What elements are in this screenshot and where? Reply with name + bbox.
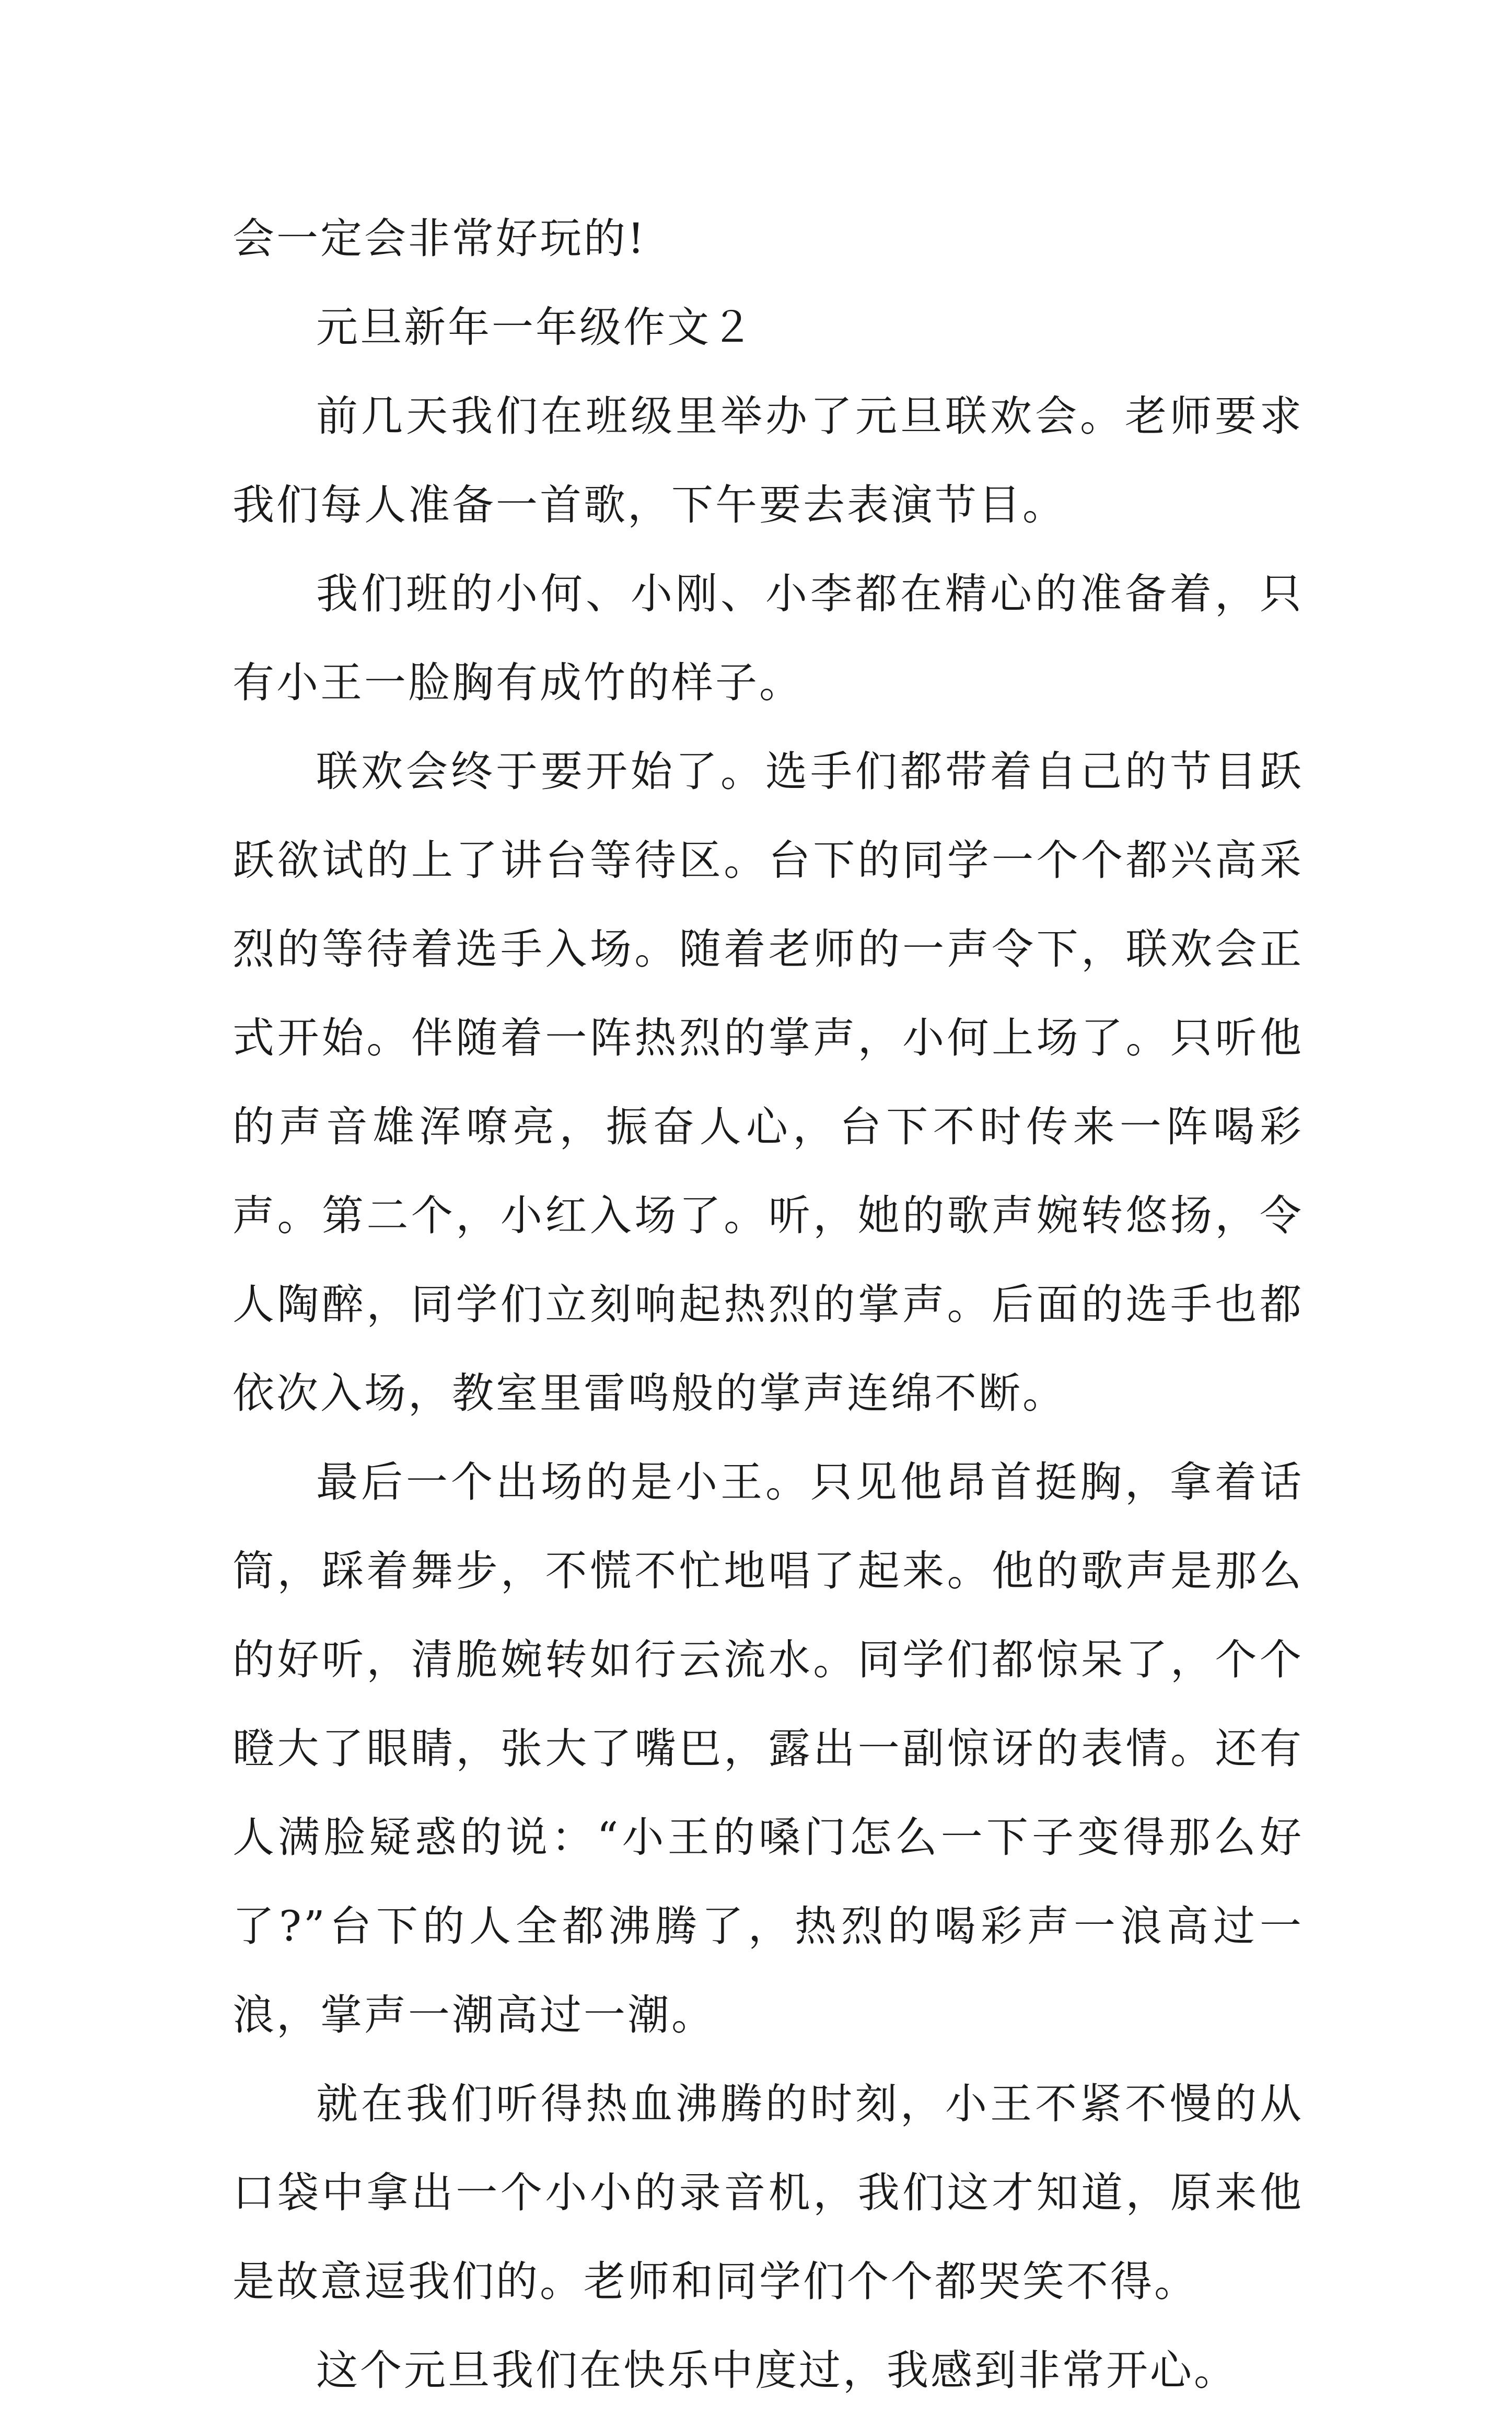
paragraph-6: 这个元旦我们在快乐中度过，我感到非常开心。	[316, 2346, 1238, 2395]
paragraph-1: 前几天我们在班级里举办了元旦联欢会。老师要求我们每人准备一首歌，下午要去表演节目。	[232, 392, 1304, 529]
essay-body	[232, 194, 1304, 2415]
paragraph-2: 我们班的小何、小刚、小李都在精心的准备着，只有小王一脸胸有成竹的样子。	[232, 570, 1304, 707]
paragraph-4: 最后一个出场的是小王。只见他昂首挺胸，拿着话筒，踩着舞步，不慌不忙地唱了起来。他的歌声是那么的好听，清脆婉转如行云流水。同学们都惊呆了，个个瞪大了眼睛，张大了嘴巴，露出一副惊讶的表情。还有人满脸疑惑的说：“小王的嗓门怎么一下子变得那么好了?”台下的人全都沸腾了，热烈的喝彩声一浪高过一浪，掌声一潮高过一潮。	[232, 1458, 1304, 2039]
paragraph-5: 就在我们听得热血沸腾的时刻，小王不紧不慢的从口袋中拿出一个小小的录音机，我们这才知道，原来他是故意逗我们的。老师和同学们个个都哭笑不得。	[232, 2080, 1304, 2306]
essay-heading: 元旦新年一年级作文２	[316, 303, 755, 352]
carryover-line: 会一定会非常好玩的!	[232, 214, 647, 263]
paragraph-3: 联欢会终于要开始了。选手们都带着自己的节目跃跃欲试的上了讲台等待区。台下的同学一个个都兴高采烈的等待着选手入场。随着老师的一声令下，联欢会正式开始。伴随着一阵热烈的掌声，小何上场了。只听他的声音雄浑嘹亮，振奋人心，台下不时传来一阵喝彩声。第二个，小红入场了。听，她的歌声婉转悠扬，令人陶醉，同学们立刻响起热烈的掌声。后面的选手也都依次入场，教室里雷鸣般的掌声连绵不断。	[232, 747, 1304, 1418]
